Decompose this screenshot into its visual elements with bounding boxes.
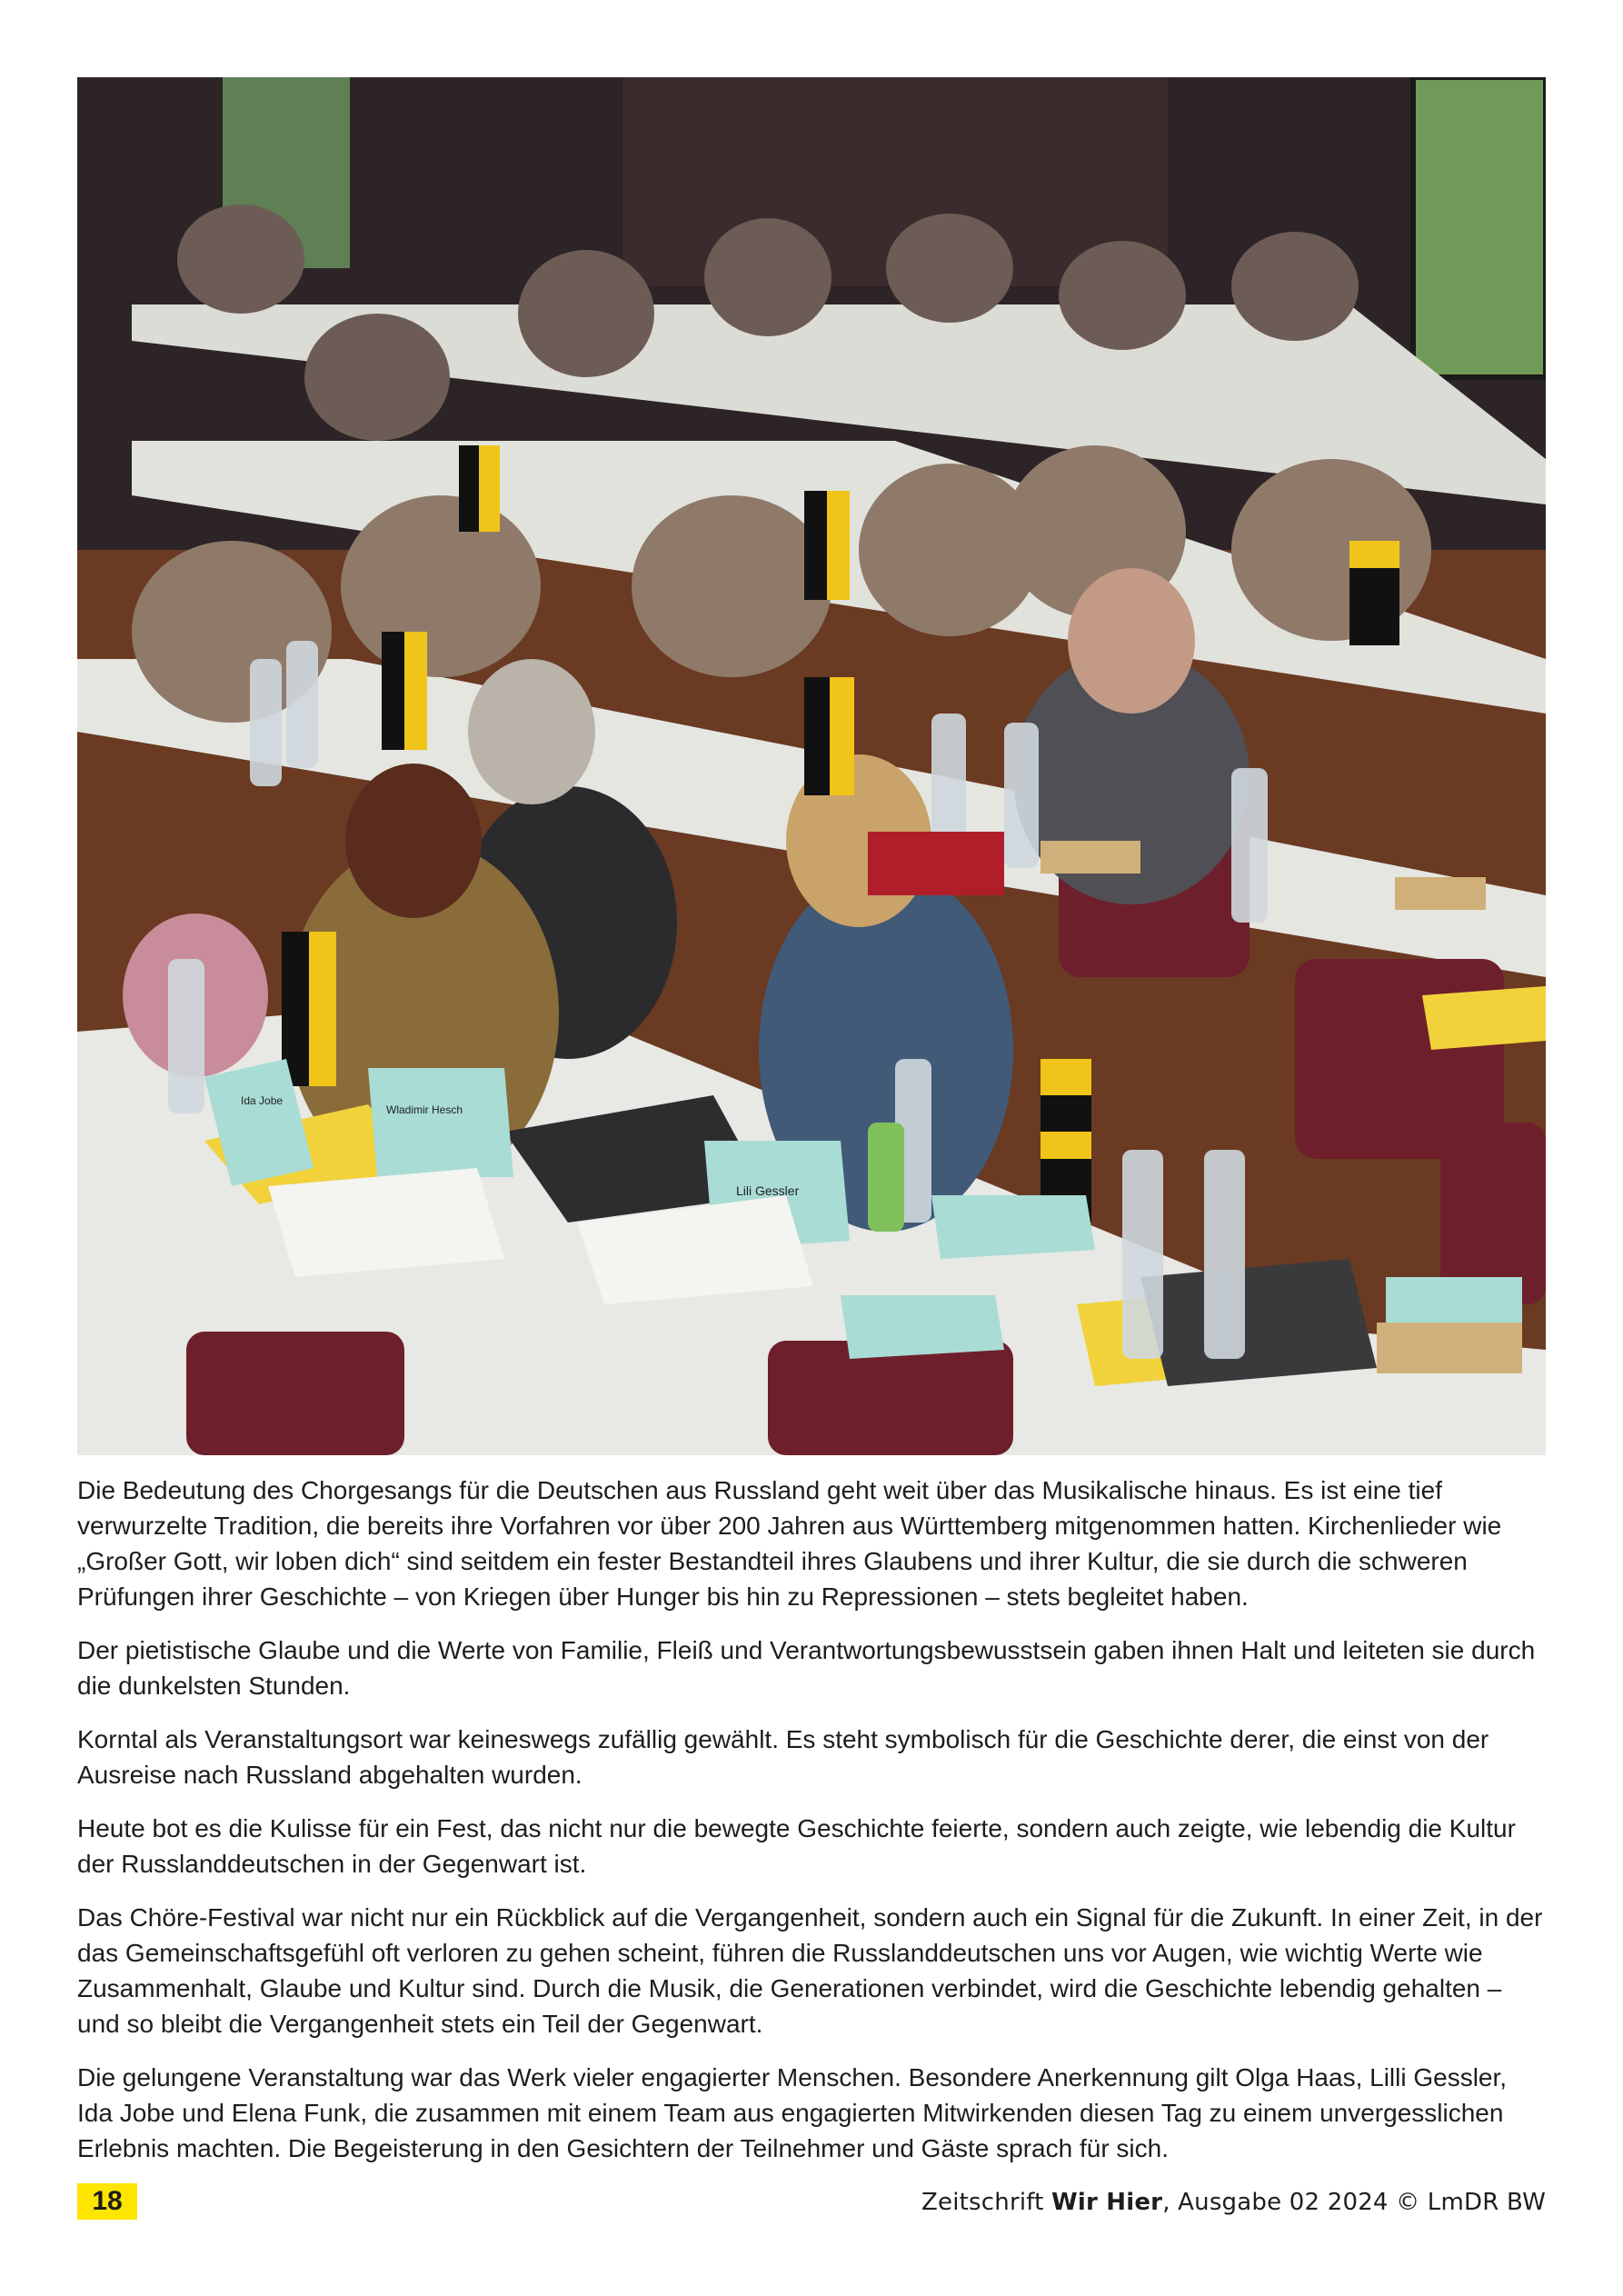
- audience-hall-image: [77, 77, 1546, 1455]
- name-card-label: Ida Jobe: [241, 1094, 284, 1107]
- journal-name: Wir Hier: [1051, 2189, 1163, 2216]
- table-flag: [459, 445, 500, 532]
- article-paragraph: Die Bedeutung des Chorgesangs für die Deutschen aus Russland geht weit über das Musikalische hinaus. Es ist eine tief verwurzelte Tradition, die bereits ihre Vorfahren vor über 200 Jahren aus Württemberg mitgenommen hatten. Kirchenlieder wie „Großer Gott, wir loben dich“ sind seitdem ein fester Bestandteil ihres Glaubens und ihrer Kultur, die sie durch die schweren Prüfungen ihrer Geschichte – von Kriegen über Hunger bis hin zu Repressionen – stets begleitet haben.: [77, 1476, 1502, 1611]
- page-footer: [77, 2183, 1546, 2221]
- table-flag: [1349, 541, 1399, 645]
- article-body: [77, 1472, 1546, 2184]
- journal-suffix: , Ausgabe 02 2024 © LmDR BW: [1162, 2189, 1546, 2216]
- article-paragraph: Der pietistische Glaube und die Werte von Familie, Fleiß und Verantwortungsbewusstsein gaben ihnen Halt und leiteten sie durch die dunkelsten Stunden.: [77, 1636, 1536, 1700]
- table-flag: [382, 632, 427, 750]
- name-card-label: Lili Gessler: [736, 1183, 800, 1198]
- journal-credit: [921, 2187, 1546, 2218]
- article-paragraph: Das Chöre-Festival war nicht nur ein Rückblick auf die Vergangenheit, sondern auch ein Signal für die Zukunft. In einer Zeit, in der das Gemeinschaftsgefühl oft verloren zu gehen scheint, führen die Russlanddeutschen uns vor Augen, wie wichtig Werte wie Zusammenhalt, Glaube und Kultur sind. Durch die Musik, die Generationen verbindet, wird die Geschichte lebendig gehalten – und so bleibt die Vergangenheit stets ein Teil der Gegenwart.: [77, 1903, 1543, 2038]
- name-card-label: Wladimir Hesch: [386, 1103, 463, 1116]
- table-flag: [282, 932, 336, 1086]
- event-photo: [77, 77, 1546, 1455]
- page-number: 18: [77, 2183, 137, 2220]
- table-flag: [804, 677, 854, 795]
- journal-prefix: Zeitschrift: [921, 2189, 1052, 2216]
- table-flag: [804, 491, 850, 600]
- article-paragraph: Heute bot es die Kulisse für ein Fest, das nicht nur die bewegte Geschichte feierte, sondern auch zeigte, wie lebendig die Kultur der Russlanddeutschen in der Gegenwart ist.: [77, 1814, 1516, 1878]
- article-paragraph: Die gelungene Veranstaltung war das Werk vieler engagierter Menschen. Besondere Anerkennung gilt Olga Haas, Lilli Gessler, Ida Jobe und Elena Funk, die zusammen mit einem Team aus engagierten Mitwirkenden diesen Tag zu einem unvergesslichen Erlebnis machten. Die Begeisterung in den Gesichtern der Teilnehmer und Gäste sprach für sich.: [77, 2063, 1508, 2162]
- name-card: [368, 1068, 513, 1177]
- article-paragraph: Korntal als Veranstaltungsort war keineswegs zufällig gewählt. Es steht symbolisch für die Geschichte derer, die einst von der Ausreise nach Russland abgehalten wurden.: [77, 1725, 1489, 1789]
